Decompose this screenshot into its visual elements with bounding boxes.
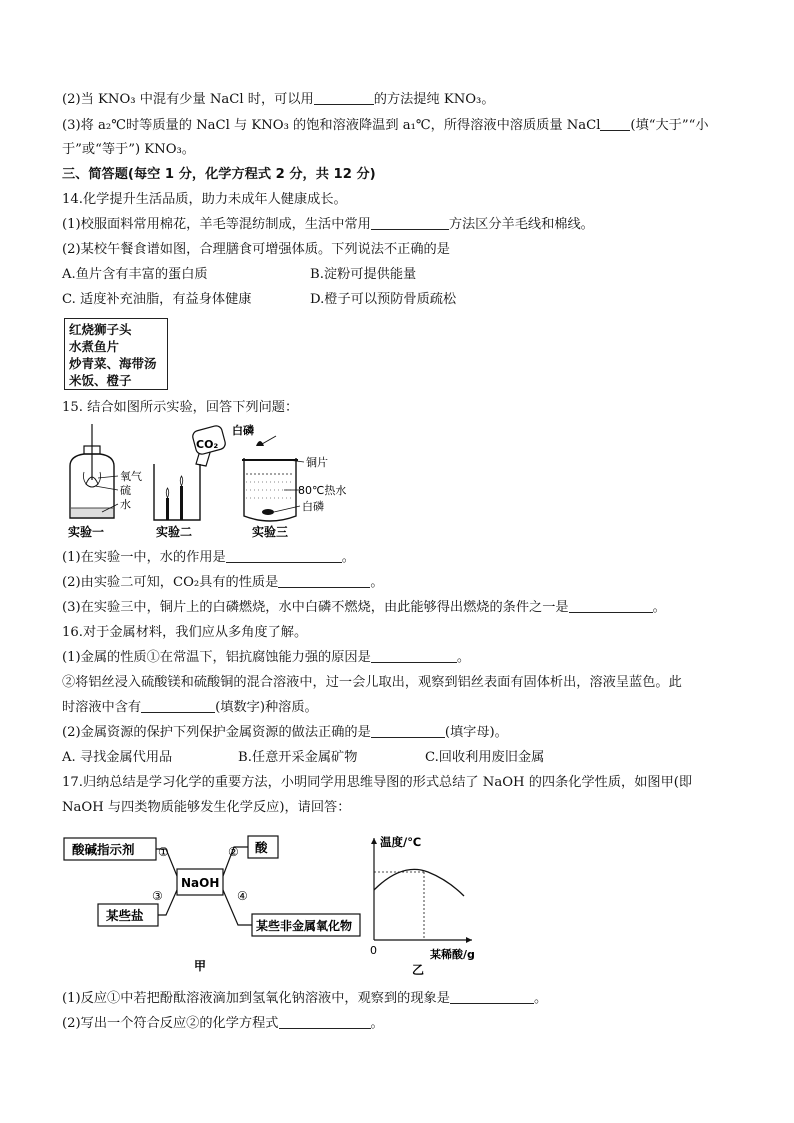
temperature-chart: [370, 835, 475, 977]
answer-blank[interactable]: [279, 1014, 371, 1029]
q16-part1-2: ②将铝丝浸入硫酸镁和硫酸铜的混合溶液中，过一会儿取出，观察到铝丝表面有固体析出，溶液呈蓝色。此: [62, 675, 682, 690]
label-water: 水: [120, 498, 131, 511]
q16-option-c: C.回收利用废旧金属: [425, 750, 545, 765]
caption-yi: 乙: [412, 963, 425, 977]
q14-part1: (1)校服面料常用棉花，羊毛等混纺制成，生活中常用 方法区分羊毛线和棉线。: [62, 217, 594, 232]
answer-blank[interactable]: [314, 90, 374, 105]
answer-blank[interactable]: [371, 648, 457, 663]
naoh-mind-map: [64, 836, 360, 973]
x-axis-label: 某稀酸/g: [430, 948, 475, 961]
label-reaction-3: ③: [152, 889, 163, 903]
answer-blank[interactable]: [278, 573, 370, 588]
origin-label: 0: [370, 944, 377, 957]
caption-exp3: 实验三: [252, 525, 289, 539]
svg-text:NaOH: NaOH: [181, 876, 220, 890]
experiment-1-bottle: [68, 424, 142, 539]
answer-blank[interactable]: [371, 215, 449, 230]
q16-part1: (1)金属的性质①在常温下，铝抗腐蚀能力强的原因是 。: [62, 650, 470, 665]
label-co2: CO₂: [196, 438, 219, 451]
svg-text:酸: 酸: [255, 840, 268, 855]
q17-stem-2: NaOH 与四类物质能够发生化学反应)，请回答：: [62, 800, 351, 815]
q16-option-a: A. 寻找金属代用品: [62, 750, 173, 765]
q14-stem: 14.化学提升生活品质，助力未成年人健康成长。: [62, 192, 347, 207]
label-sulfur: 硫: [120, 484, 131, 497]
experiment-3-beaker: [232, 424, 346, 539]
q17-figures: [62, 828, 482, 978]
q17-part2: (2)写出一个符合反应②的化学方程式 。: [62, 1016, 384, 1031]
answer-blank[interactable]: [226, 548, 342, 563]
q16-part1-3: 时溶液中含有 (填数字)种溶质。: [62, 700, 318, 715]
q14-option-c: C. 适度补充油脂，有益身体健康: [62, 292, 252, 307]
label-oxygen: 氧气: [120, 470, 142, 483]
label-reaction-4: ④: [237, 889, 248, 903]
answer-blank[interactable]: [569, 598, 653, 613]
q15-part1: (1)在实验一中，水的作用是 。: [62, 550, 355, 565]
q13-part2: (2)当 KNO₃ 中混有少量 NaCl 时，可以用 的方法提纯 KNO₃。: [62, 92, 495, 107]
q13-part3-cont: 于”或“等于”) KNO₃。: [62, 142, 195, 157]
menu-item: 米饭、橙子: [69, 373, 132, 388]
answer-blank[interactable]: [141, 698, 215, 713]
label-hot-water: 80℃热水: [298, 484, 347, 497]
q14-option-b: B.淀粉可提供能量: [310, 267, 417, 282]
experiment-figure: [62, 424, 362, 546]
caption-jia: 甲: [194, 959, 207, 973]
q17-part1: (1)反应①中若把酚酞溶液滴加到氢氧化钠溶液中，观察到的现象是 。: [62, 991, 548, 1006]
caption-exp1: 实验一: [68, 525, 105, 539]
svg-text:某些非金属氧化物: 某些非金属氧化物: [256, 919, 353, 933]
q14-option-a: A.鱼片含有丰富的蛋白质: [62, 267, 208, 282]
label-white-phosphorus-top: 白磷: [232, 424, 254, 437]
menu-item: 炒青菜、海带汤: [69, 356, 157, 371]
svg-text:酸碱指示剂: 酸碱指示剂: [72, 842, 135, 857]
caption-exp2: 实验二: [156, 525, 193, 539]
q13-part3: (3)将 a₂℃时等质量的 NaCl 与 KNO₃ 的饱和溶液降温到 a₁℃，所得溶液中溶质质量 NaCl (填“大于”“小: [62, 118, 709, 133]
answer-blank[interactable]: [600, 116, 630, 131]
q16-option-b: B.任意开采金属矿物: [238, 750, 358, 765]
q15-part3: (3)在实验三中，铜片上的白磷燃烧，水中白磷不燃烧，由此能够得出燃烧的条件之一是 。: [62, 600, 666, 615]
answer-blank[interactable]: [450, 989, 534, 1004]
q14-part2: (2)某校午餐食谱如图，合理膳食可增强体质。下列说法不正确的是: [62, 242, 450, 257]
answer-blank[interactable]: [371, 723, 445, 738]
temperature-curve: [374, 869, 464, 896]
label-copper: 铜片: [306, 456, 328, 469]
q16-part2: (2)金属资源的保护下列保护金属资源的做法正确的是 (填字母)。: [62, 725, 508, 740]
section-title: 三、简答题(每空 1 分，化学方程式 2 分，共 12 分): [62, 167, 376, 182]
q17-stem-1: 17.归纳总结是学习化学的重要方法，小明同学用思维导图的形式总结了 NaOH 的四条化学性质，如图甲(即: [62, 775, 693, 790]
q16-stem: 16.对于金属材料，我们应从多角度了解。: [62, 625, 308, 640]
lunch-menu: [64, 318, 168, 390]
q14-option-d: D.橙子可以预防骨质疏松: [310, 292, 457, 307]
label-white-phosphorus-bottom: 白磷: [302, 500, 324, 513]
experiment-2-beaker: [154, 425, 227, 539]
label-reaction-1: ①: [158, 845, 169, 859]
label-reaction-2: ②: [228, 845, 239, 859]
menu-item: 水煮鱼片: [69, 339, 120, 354]
menu-item: 红烧狮子头: [69, 322, 132, 337]
y-axis-label: 温度/℃: [380, 835, 422, 849]
svg-text:某些盐: 某些盐: [106, 908, 144, 923]
q15-part2: (2)由实验二可知，CO₂具有的性质是 。: [62, 575, 384, 590]
q15-stem: 15. 结合如图所示实验，回答下列问题：: [62, 400, 299, 415]
